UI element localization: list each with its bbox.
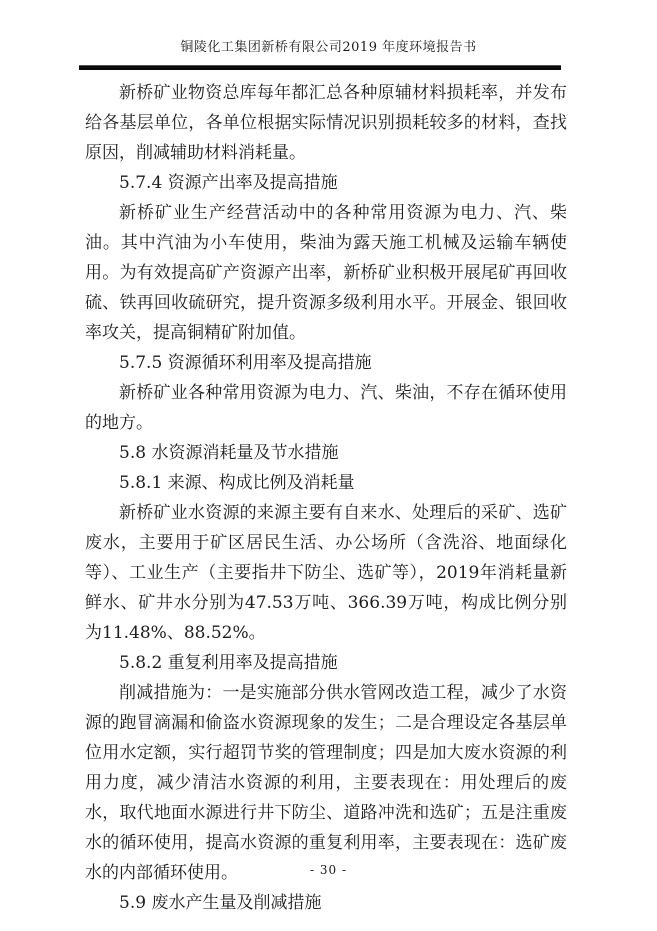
section-heading-5-7-5: 5.7.5 资源循环利用率及提高措施: [119, 353, 372, 373]
section-heading-5-8-1: 5.8.1 来源、构成比例及消耗量: [119, 473, 355, 493]
document-body: [85, 78, 567, 918]
section-heading-5-7-4: 5.7.4 资源产出率及提高措施: [119, 173, 338, 193]
page-header-title: 铜陵化工集团新桥有限公司2019 年度环境报告书: [180, 40, 477, 55]
body-paragraph: 新桥矿业物资总库每年都汇总各种原辅材料损耗率，并发布给各基层单位，各单位根据实际情况识别损耗较多的材料，查找原因，削减辅助材料消耗量。: [85, 83, 567, 163]
page-header: [0, 36, 657, 55]
body-paragraph: 新桥矿业水资源的来源主要有自来水、处理后的采矿、选矿废水，主要用于矿区居民生活、办公场所（含洗浴、地面绿化等）、工业生产（主要指井下防尘、选矿等），2019年消耗量新鲜水、矿井水分别为47.53万吨、366.39万吨，构成比例分别为11.48%、88.52%。: [85, 503, 567, 643]
body-paragraph: 新桥矿业生产经营活动中的各种常用资源为电力、汽、柴油。其中汽油为小车使用，柴油为露天施工机械及运输车辆使用。为有效提高矿产资源产出率，新桥矿业积极开展尾矿再回收硫、铁再回收硫研究，提升资源多级利用水平。开展金、银回收率攻关，提高铜精矿附加值。: [85, 203, 567, 343]
page-footer: [0, 859, 657, 878]
section-heading-5-8-2: 5.8.2 重复利用率及提高措施: [119, 653, 338, 673]
body-paragraph: 新桥矿业各种常用资源为电力、汽、柴油，不存在循环使用的地方。: [85, 383, 567, 433]
section-heading-5-8: 5.8 水资源消耗量及节水措施: [119, 443, 339, 463]
section-heading-5-9: 5.9 废水产生量及削减措施: [119, 893, 322, 913]
header-rule: [79, 65, 561, 70]
body-paragraph: 削减措施为：一是实施部分供水管网改造工程，减少了水资源的跑冒滴漏和偷盗水资源现象的发生；二是合理设定各基层单位用水定额，实行超罚节奖的管理制度；四是加大废水资源的利用力度，减少清洁水资源的利用，主要表现在：用处理后的废水，取代地面水源进行井下防尘、道路冲洗和选矿；五是注重废水的循环使用，提高水资源的重复利用率，主要表现在：选矿废水的内部循环使用。: [85, 683, 567, 883]
page-number: - 30 -: [309, 863, 347, 877]
